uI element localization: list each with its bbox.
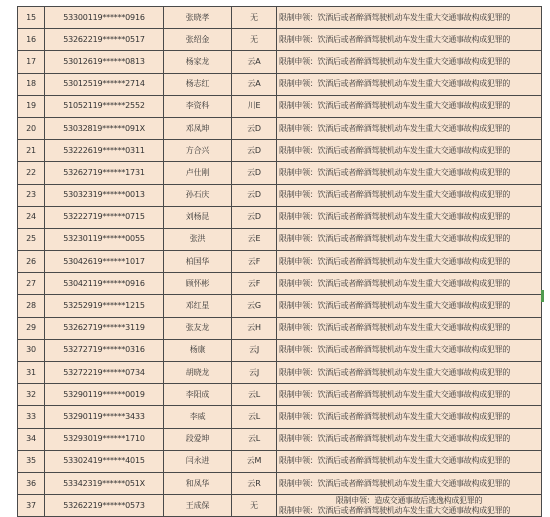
cell-reason: 限制申领：饮酒后或者醉酒驾驶机动车发生重大交通事故构成犯罪的 [277, 362, 542, 384]
cell-name: 孙石庆 [164, 184, 232, 206]
cell-level: 云A [232, 73, 277, 95]
table-row [18, 450, 542, 472]
table-row [18, 428, 542, 450]
cell-reason: 限制申领：饮酒后或者醉酒驾驶机动车发生重大交通事故构成犯罪的 [277, 7, 542, 29]
cell-id: 53262219******0573 [45, 495, 164, 517]
cell-reason: 限制申领：饮酒后或者醉酒驾驶机动车发生重大交通事故构成犯罪的 [277, 206, 542, 228]
cell-reason: 限制申领：饮酒后或者醉酒驾驶机动车发生重大交通事故构成犯罪的 [277, 428, 542, 450]
cell-no: 29 [18, 317, 45, 339]
cell-id: 53222719******0715 [45, 206, 164, 228]
cell-level: 无 [232, 29, 277, 51]
cell-id: 53230119******0055 [45, 228, 164, 250]
cell-name: 胡晓龙 [164, 362, 232, 384]
table-row [18, 206, 542, 228]
cell-id: 53342319******051X [45, 472, 164, 494]
cell-level: 云D [232, 140, 277, 162]
cell-level: 云E [232, 228, 277, 250]
table-row [18, 228, 542, 250]
cell-name: 杨康 [164, 339, 232, 361]
cell-no: 32 [18, 384, 45, 406]
cell-reason: 限制申领：饮酒后或者醉酒驾驶机动车发生重大交通事故构成犯罪的 [277, 117, 542, 139]
cell-no: 33 [18, 406, 45, 428]
cell-reason: 限制申领：饮酒后或者醉酒驾驶机动车发生重大交通事故构成犯罪的 [277, 51, 542, 73]
cell-reason: 限制申领：饮酒后或者醉酒驾驶机动车发生重大交通事故构成犯罪的 [277, 95, 542, 117]
cell-name: 方合兴 [164, 140, 232, 162]
cell-id: 53262719******3119 [45, 317, 164, 339]
table-row [18, 95, 542, 117]
cell-name: 张友龙 [164, 317, 232, 339]
cell-level: 无 [232, 495, 277, 517]
table-row [18, 362, 542, 384]
cell-no: 21 [18, 140, 45, 162]
table-row [18, 406, 542, 428]
table-row [18, 73, 542, 95]
cell-reason: 限制申领：饮酒后或者醉酒驾驶机动车发生重大交通事故构成犯罪的 [277, 317, 542, 339]
cell-name: 杨志红 [164, 73, 232, 95]
cell-id: 53290119******3433 [45, 406, 164, 428]
window-edge-marker [541, 290, 544, 302]
cell-name: 李资科 [164, 95, 232, 117]
cell-name: 李威 [164, 406, 232, 428]
cell-name: 卢仕刚 [164, 162, 232, 184]
cell-id: 53042119******0916 [45, 273, 164, 295]
cell-id: 53272719******0316 [45, 339, 164, 361]
cell-id: 53012619******0813 [45, 51, 164, 73]
cell-name: 杨家龙 [164, 51, 232, 73]
cell-level: 云L [232, 384, 277, 406]
table-row [18, 472, 542, 494]
cell-no: 27 [18, 273, 45, 295]
cell-no: 25 [18, 228, 45, 250]
cell-level: 云F [232, 251, 277, 273]
cell-name: 顾怀彬 [164, 273, 232, 295]
cell-no: 24 [18, 206, 45, 228]
cell-level: 云M [232, 450, 277, 472]
table-row [18, 29, 542, 51]
cell-id: 53032819******091X [45, 117, 164, 139]
table-row [18, 51, 542, 73]
cell-reason: 限制申领：饮酒后或者醉酒驾驶机动车发生重大交通事故构成犯罪的 [277, 384, 542, 406]
cell-reason: 限制申领：饮酒后或者醉酒驾驶机动车发生重大交通事故构成犯罪的 [277, 273, 542, 295]
table-row [18, 295, 542, 317]
cell-name: 张绍金 [164, 29, 232, 51]
cell-reason: 限制申领：饮酒后或者醉酒驾驶机动车发生重大交通事故构成犯罪的 [277, 339, 542, 361]
cell-reason: 限制申领：饮酒后或者醉酒驾驶机动车发生重大交通事故构成犯罪的 [277, 184, 542, 206]
cell-id: 53042619******1017 [45, 251, 164, 273]
cell-no: 23 [18, 184, 45, 206]
cell-level: 云D [232, 206, 277, 228]
cell-reason-line2: 限制申领：饮酒后或者醉酒驾驶机动车发生重大交通事故构成犯罪的 [279, 505, 510, 515]
cell-reason-line1: 限制申领：造成交通事故后逃逸构成犯罪的 [335, 495, 483, 505]
cell-id: 53290119******0019 [45, 384, 164, 406]
cell-level: 无 [232, 7, 277, 29]
table-row [18, 7, 542, 29]
cell-level: 云D [232, 184, 277, 206]
records-table-body [18, 7, 542, 495]
cell-name: 张洪 [164, 228, 232, 250]
cell-no: 30 [18, 339, 45, 361]
cell-id: 53262719******1731 [45, 162, 164, 184]
cell-name: 李阳成 [164, 384, 232, 406]
cell-id: 53032319******0013 [45, 184, 164, 206]
cell-reason: 限制申领：饮酒后或者醉酒驾驶机动车发生重大交通事故构成犯罪的 [277, 472, 542, 494]
cell-no: 16 [18, 29, 45, 51]
table-row [18, 184, 542, 206]
table-row [18, 384, 542, 406]
table-row [18, 317, 542, 339]
cell-id: 53222619******0311 [45, 140, 164, 162]
cell-name: 张晓孝 [164, 7, 232, 29]
cell-level: 川E [232, 95, 277, 117]
cell-id: 53252919******1215 [45, 295, 164, 317]
cell-level: 云D [232, 162, 277, 184]
table-row [18, 339, 542, 361]
cell-reason: 限制申领：饮酒后或者醉酒驾驶机动车发生重大交通事故构成犯罪的 [277, 450, 542, 472]
cell-reason: 限制申领：饮酒后或者醉酒驾驶机动车发生重大交通事故构成犯罪的 [277, 29, 542, 51]
cell-level: 云J [232, 339, 277, 361]
cell-no: 26 [18, 251, 45, 273]
table-row [18, 251, 542, 273]
cell-level: 云A [232, 51, 277, 73]
cell-level: 云G [232, 295, 277, 317]
table-row [18, 495, 542, 517]
cell-id: 53300119******0916 [45, 7, 164, 29]
records-table [17, 6, 542, 517]
cell-name: 邓凤坤 [164, 117, 232, 139]
cell-no: 18 [18, 73, 45, 95]
cell-reason: 限制申领：饮酒后或者醉酒驾驶机动车发生重大交通事故构成犯罪的 [277, 140, 542, 162]
cell-id: 51052119******2552 [45, 95, 164, 117]
cell-reason: 限制申领：饮酒后或者醉酒驾驶机动车发生重大交通事故构成犯罪的 [277, 73, 542, 95]
cell-level: 云L [232, 406, 277, 428]
cell-no: 22 [18, 162, 45, 184]
cell-name: 邓红星 [164, 295, 232, 317]
cell-reason: 限制申领：饮酒后或者醉酒驾驶机动车发生重大交通事故构成犯罪的 [277, 295, 542, 317]
cell-level: 云J [232, 362, 277, 384]
cell-reason: 限制申领：饮酒后或者醉酒驾驶机动车发生重大交通事故构成犯罪的 [277, 406, 542, 428]
cell-no: 35 [18, 450, 45, 472]
cell-no: 31 [18, 362, 45, 384]
cell-no: 28 [18, 295, 45, 317]
cell-id: 53012519******2714 [45, 73, 164, 95]
cell-reason: 限制申领：饮酒后或者醉酒驾驶机动车发生重大交通事故构成犯罪的 [277, 251, 542, 273]
cell-no: 20 [18, 117, 45, 139]
table-row [18, 117, 542, 139]
table-row [18, 140, 542, 162]
cell-id: 53272219******0734 [45, 362, 164, 384]
cell-name: 段爱坤 [164, 428, 232, 450]
cell-reason: 限制申领：饮酒后或者醉酒驾驶机动车发生重大交通事故构成犯罪的 [277, 162, 542, 184]
cell-level: 云R [232, 472, 277, 494]
cell-level: 云D [232, 117, 277, 139]
table-row [18, 162, 542, 184]
cell-no: 17 [18, 51, 45, 73]
records-table-last [18, 495, 542, 517]
cell-name: 闫永进 [164, 450, 232, 472]
cell-level: 云L [232, 428, 277, 450]
cell-no: 15 [18, 7, 45, 29]
cell-name: 王成保 [164, 495, 232, 517]
cell-reason [277, 495, 542, 517]
cell-name: 刘杨昆 [164, 206, 232, 228]
cell-name: 柏国华 [164, 251, 232, 273]
cell-no: 37 [18, 495, 45, 517]
cell-id: 53302419******4015 [45, 450, 164, 472]
cell-no: 19 [18, 95, 45, 117]
cell-id: 53262219******0517 [45, 29, 164, 51]
table-row [18, 273, 542, 295]
cell-reason: 限制申领：饮酒后或者醉酒驾驶机动车发生重大交通事故构成犯罪的 [277, 228, 542, 250]
cell-id: 53293019******1710 [45, 428, 164, 450]
cell-level: 云F [232, 273, 277, 295]
cell-no: 34 [18, 428, 45, 450]
cell-level: 云H [232, 317, 277, 339]
cell-no: 36 [18, 472, 45, 494]
cell-name: 和凤华 [164, 472, 232, 494]
